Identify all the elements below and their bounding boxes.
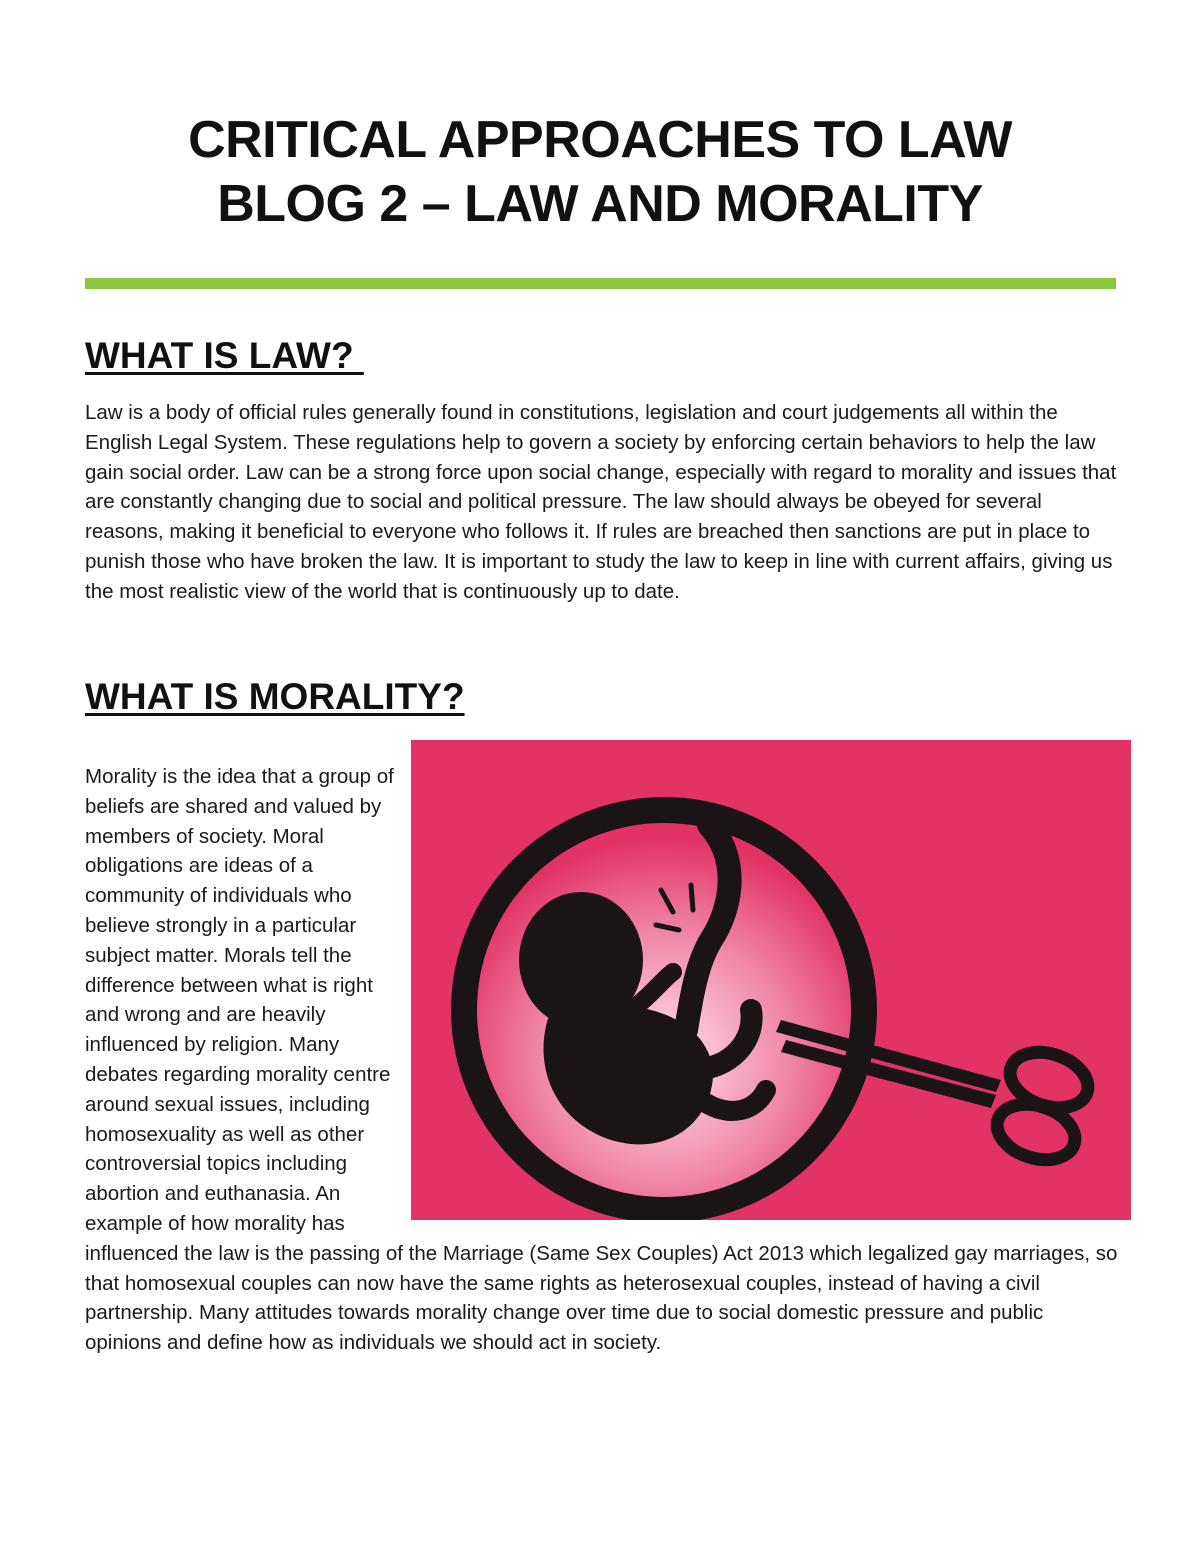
section-body-morality: Morality is the idea that a group of beliefs are shared and valued by members of society. Moral obligations are ideas of a community of individuals who believe strongly in a particular subject matter. Morals tell the difference between what is right and wrong and are heavily influenced by religion. Many debates regarding morality centre around sexual issues, including homosexuality as well as other controversial topics including abortion and euthanasia. An example of how morality has influenced the law is the passing of the Marriage (Same Sex Couples) Act 2013 which legalized gay marriages, so that homosexual couples can now have the same rights as heterosexual couples, instead of having a civil partnership. Many attitudes towards morality change over time due to social domestic pressure and public opinions and define how as individuals we should act in society.: [85, 765, 1118, 1355]
title-line-2: BLOG 2 – LAW AND MORALITY: [217, 175, 983, 233]
illustration-svg: [411, 740, 1131, 1220]
title-line-1: CRITICAL APPROACHES TO LAW: [188, 111, 1012, 169]
green-divider-rule: [85, 278, 1116, 289]
document-title: [0, 108, 1200, 236]
section-heading-morality: WHAT IS MORALITY?: [85, 676, 465, 717]
fetus-in-circle-icon: [464, 810, 864, 1210]
section-body-law: Law is a body of official rules generally found in constitutions, legislation and court judgements all within the English Legal System. These regulations help to govern a society by enforcing certain behaviors to help the law gain social order. Law can be a strong force upon social change, especially with regard to morality and issues that are constantly changing due to social and political pressure. The law should always be obeyed for several reasons, making it beneficial to everyone who follows it. If rules are breached then sanctions are put in place to punish those who have broken the law. It is important to study the law to keep in line with current affairs, giving us the most realistic view of the world that is continuously up to date.: [85, 401, 1117, 603]
section-heading-law: WHAT IS LAW?: [85, 335, 364, 376]
abortion-illustration: [411, 740, 1131, 1220]
